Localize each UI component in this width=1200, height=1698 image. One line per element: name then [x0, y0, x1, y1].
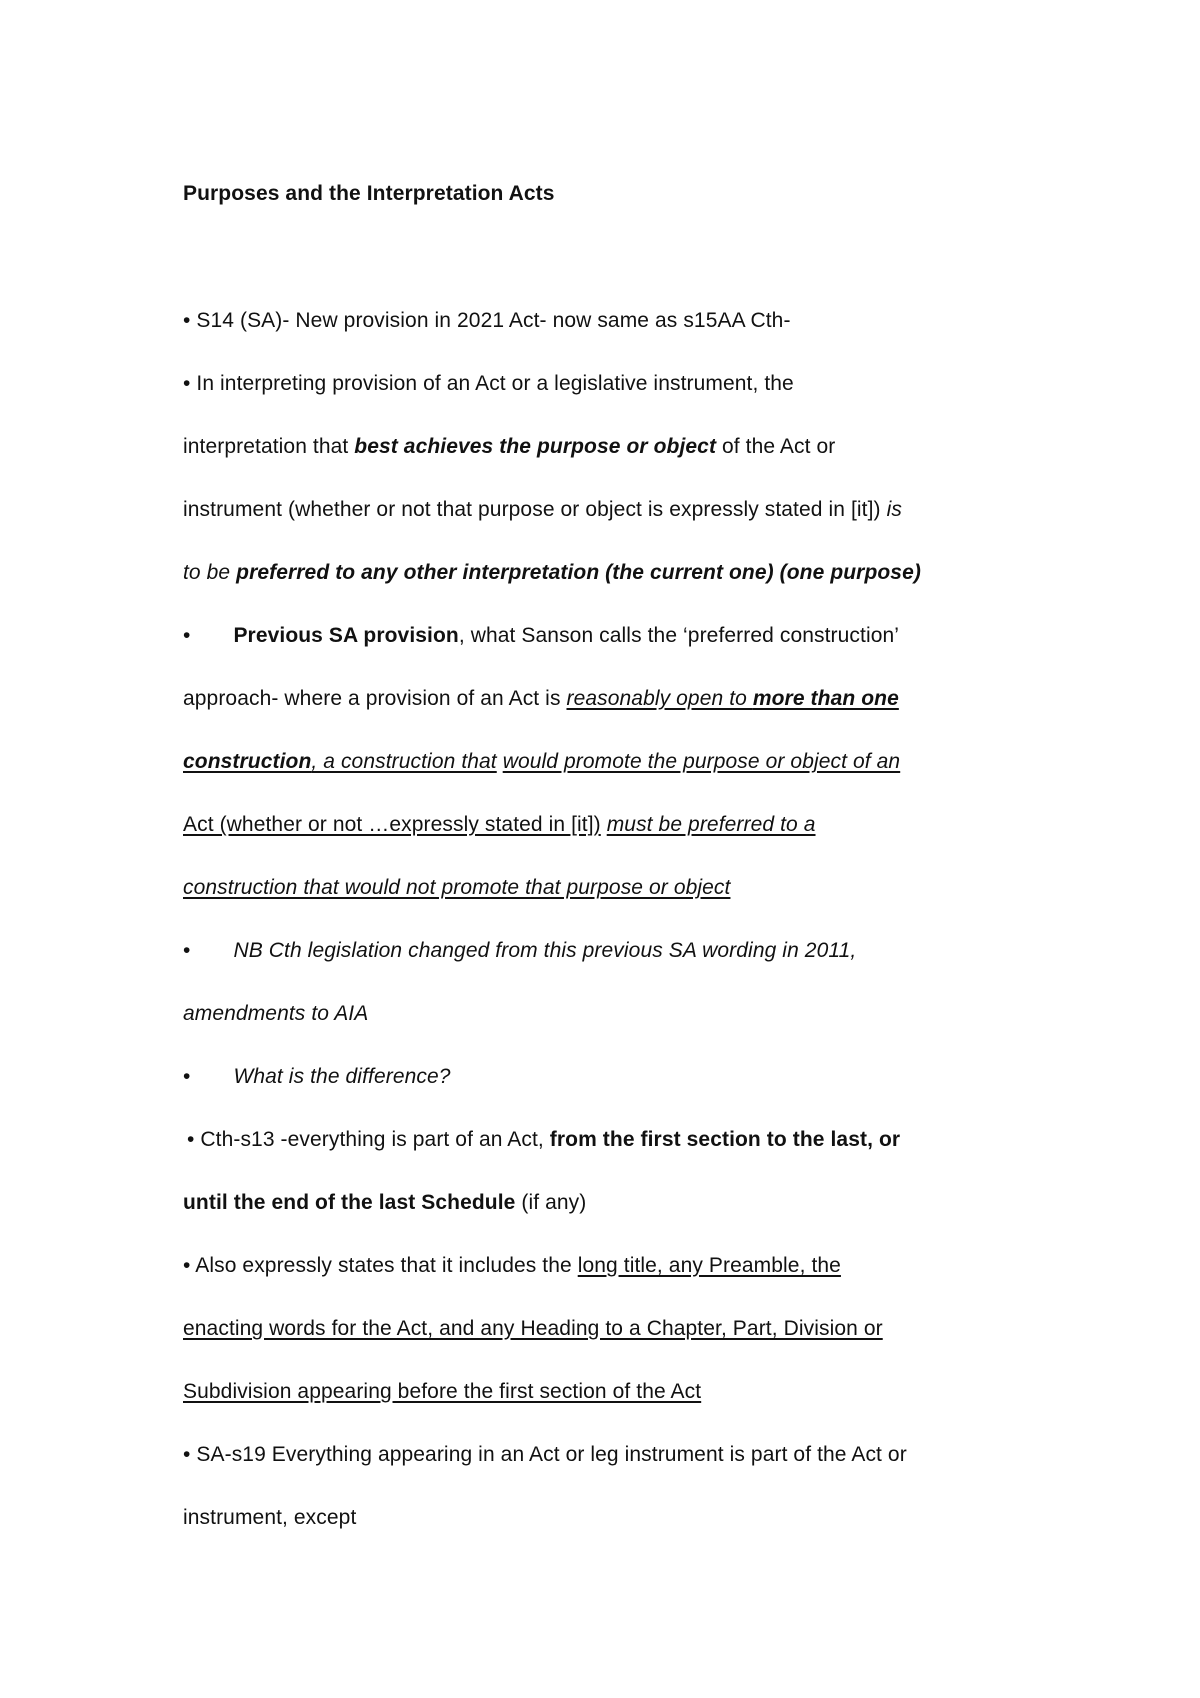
emphasis-text: preferred to any other interpretation (the current one) (one purpose): [236, 561, 921, 584]
document-title: Purposes and the Interpretation Acts: [183, 182, 555, 205]
paragraph-line: [183, 684, 899, 714]
emphasis-text: construction: [183, 750, 312, 773]
paragraph-line: [183, 558, 921, 588]
paragraph-line: [183, 1377, 701, 1407]
text-run: of the Act or: [716, 435, 836, 458]
bullet-icon: •: [183, 1443, 191, 1466]
list-item: [183, 306, 791, 336]
bold-text: until the end of the last Schedule: [183, 1191, 516, 1214]
list-item: [183, 1440, 907, 1470]
italic-text: amendments to AIA: [183, 1002, 369, 1025]
bullet-icon: •: [183, 1065, 191, 1088]
text-run: , what Sanson calls the ‘preferred construction’: [458, 624, 900, 647]
text-run: S14 (SA)- New provision in 2021 Act- now same as s15AA Cth-: [190, 309, 791, 332]
underlined-text: , a construction that: [311, 750, 497, 773]
text-run: interpretation that: [183, 435, 355, 458]
italic-text: What is the difference?: [233, 1065, 451, 1088]
text-run: In interpreting provision of an Act or a legislative instrument, the: [190, 372, 794, 395]
underlined-text: reasonably open to: [566, 687, 753, 710]
text-run: instrument (whether or not that purpose or object is expressly stated in [it]): [183, 498, 887, 521]
underlined-text: would promote the purpose or object of an: [502, 750, 901, 773]
paragraph-line: [183, 873, 730, 903]
underlined-text: long title, any Preamble, the: [577, 1254, 841, 1277]
text-run: approach- where a provision of an Act is: [183, 687, 567, 710]
paragraph-line: [183, 1188, 586, 1218]
bullet-icon: •: [183, 1254, 191, 1277]
underlined-text: Act (whether or not …expressly stated in [it]): [183, 813, 601, 836]
text-run: (if any): [515, 1191, 587, 1214]
bullet-icon: •: [183, 939, 191, 962]
paragraph-line: [183, 1314, 883, 1344]
list-item: [183, 1251, 841, 1281]
list-item: [187, 1125, 900, 1155]
list-item: [183, 369, 794, 399]
bullet-icon: •: [187, 1128, 195, 1151]
underlined-text: enacting words for the Act, and any Heading to a Chapter, Part, Division or: [183, 1317, 883, 1340]
paragraph-line: [183, 495, 902, 525]
paragraph-line: [183, 1503, 356, 1533]
italic-text: NB Cth legislation changed from this previous SA wording in 2011,: [233, 939, 857, 962]
italic-text: to be: [183, 561, 237, 584]
paragraph-line: [183, 747, 900, 777]
text-run: SA-s19 Everything appearing in an Act or leg instrument is part of the Act or: [190, 1443, 907, 1466]
text-run: instrument, except: [183, 1506, 357, 1529]
list-item: [183, 1062, 451, 1092]
text-run: Also expressly states that it includes the: [190, 1254, 578, 1277]
bullet-icon: •: [183, 309, 191, 332]
emphasis-text: best achieves the purpose or object: [354, 435, 717, 458]
paragraph-line: [183, 999, 368, 1029]
emphasis-text: more than one: [752, 687, 899, 710]
bold-text: from the first section to the last, or: [549, 1128, 901, 1151]
bullet-icon: •: [183, 624, 191, 647]
italic-text: is: [886, 498, 902, 521]
bullet-icon: •: [183, 372, 191, 395]
list-item: [183, 621, 899, 651]
list-item: [183, 936, 856, 966]
paragraph-line: [183, 810, 816, 840]
underlined-text: must be preferred to a: [606, 813, 816, 836]
paragraph-line: [183, 432, 835, 462]
underlined-text: construction that would not promote that purpose or object: [183, 876, 731, 899]
bold-text: Previous SA provision: [233, 624, 459, 647]
underlined-text: Subdivision appearing before the first section of the Act: [183, 1380, 702, 1403]
text-run: Cth-s13 -everything is part of an Act,: [194, 1128, 550, 1151]
